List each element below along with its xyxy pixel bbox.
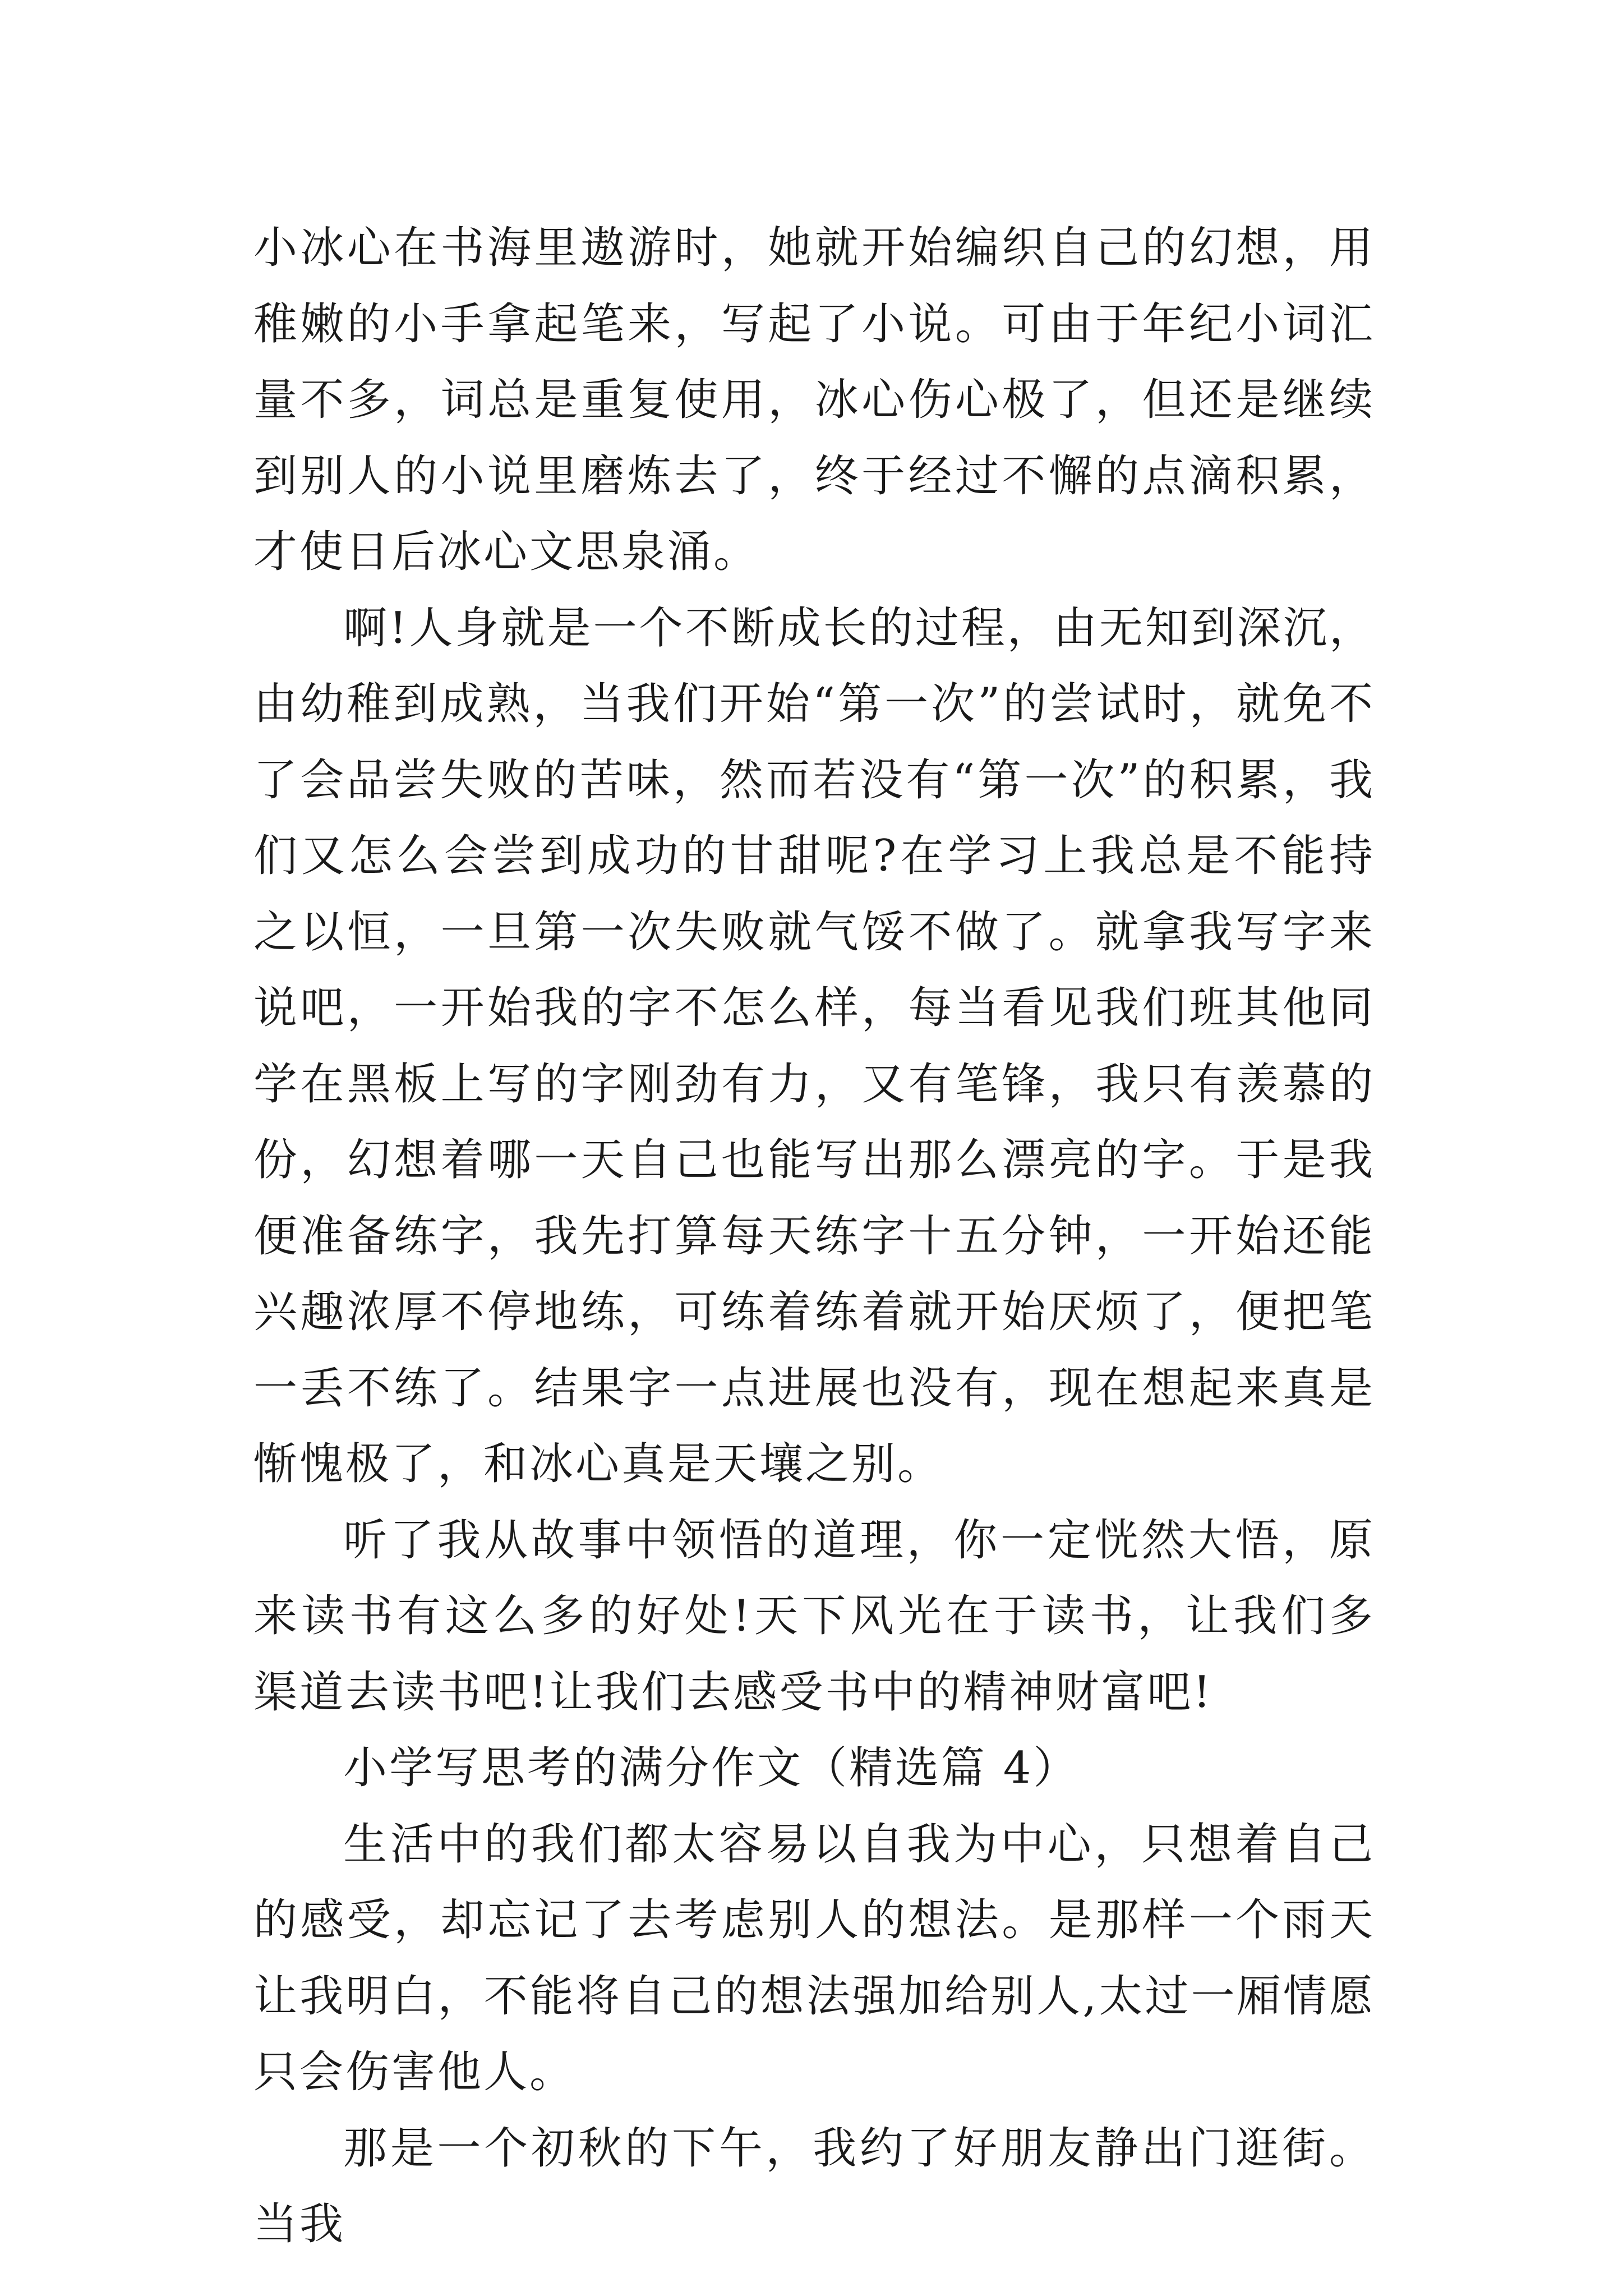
paragraph-3: 听了我从故事中领悟的道理，你一定恍然大悟，原来读书有这么多的好处!天下风光在于读书，让我们多渠道去读书吧!让我们去感受书中的精神财富吧! bbox=[253, 1515, 1375, 1718]
paragraph-1: 小冰心在书海里遨游时，她就开始编织自己的幻想，用稚嫩的小手拿起笔来，写起了小说。可由于年纪小词汇量不多，词总是重复使用，冰心伤心极了，但还是继续到别人的小说里磨炼去了，终于经过不懈的点滴积累，才使日后冰心文思泉涌。 bbox=[253, 223, 1375, 577]
paragraph-4: 生活中的我们都太容易以自我为中心，只想着自己的感受，却忘记了去考虑别人的想法。是那样一个雨天让我明白，不能将自己的想法强加给别人,太过一厢情愿只会伤害他人。 bbox=[253, 1819, 1375, 2097]
paragraph-5: 那是一个初秋的下午，我约了好朋友静出门逛街。当我 bbox=[253, 2123, 1375, 2249]
paragraph-2: 啊!人身就是一个不断成长的过程，由无知到深沉，由幼稚到成熟，当我们开始“第一次”的尝试时，就免不了会品尝失败的苦味，然而若没有“第一次”的积累，我们又怎么会尝到成功的甘甜呢?在学习上我总是不能持之以恒，一旦第一次失败就气馁不做了。就拿我写字来说吧，一开始我的字不怎么样，每当看见我们班其他同学在黑板上写的字刚劲有力，又有笔锋，我只有羡慕的份，幻想着哪一天自己也能写出那么漂亮的字。于是我便准备练字，我先打算每天练字十五分钟，一开始还能兴趣浓厚不停地练，可练着练着就开始厌烦了，便把笔一丢不练了。结果字一点进展也没有，现在想起来真是惭愧极了，和冰心真是天壤之别。 bbox=[253, 602, 1375, 1489]
section-heading: 小学写思考的满分作文（精选篇 4） bbox=[343, 1743, 1080, 1793]
document-body bbox=[253, 210, 1375, 2263]
